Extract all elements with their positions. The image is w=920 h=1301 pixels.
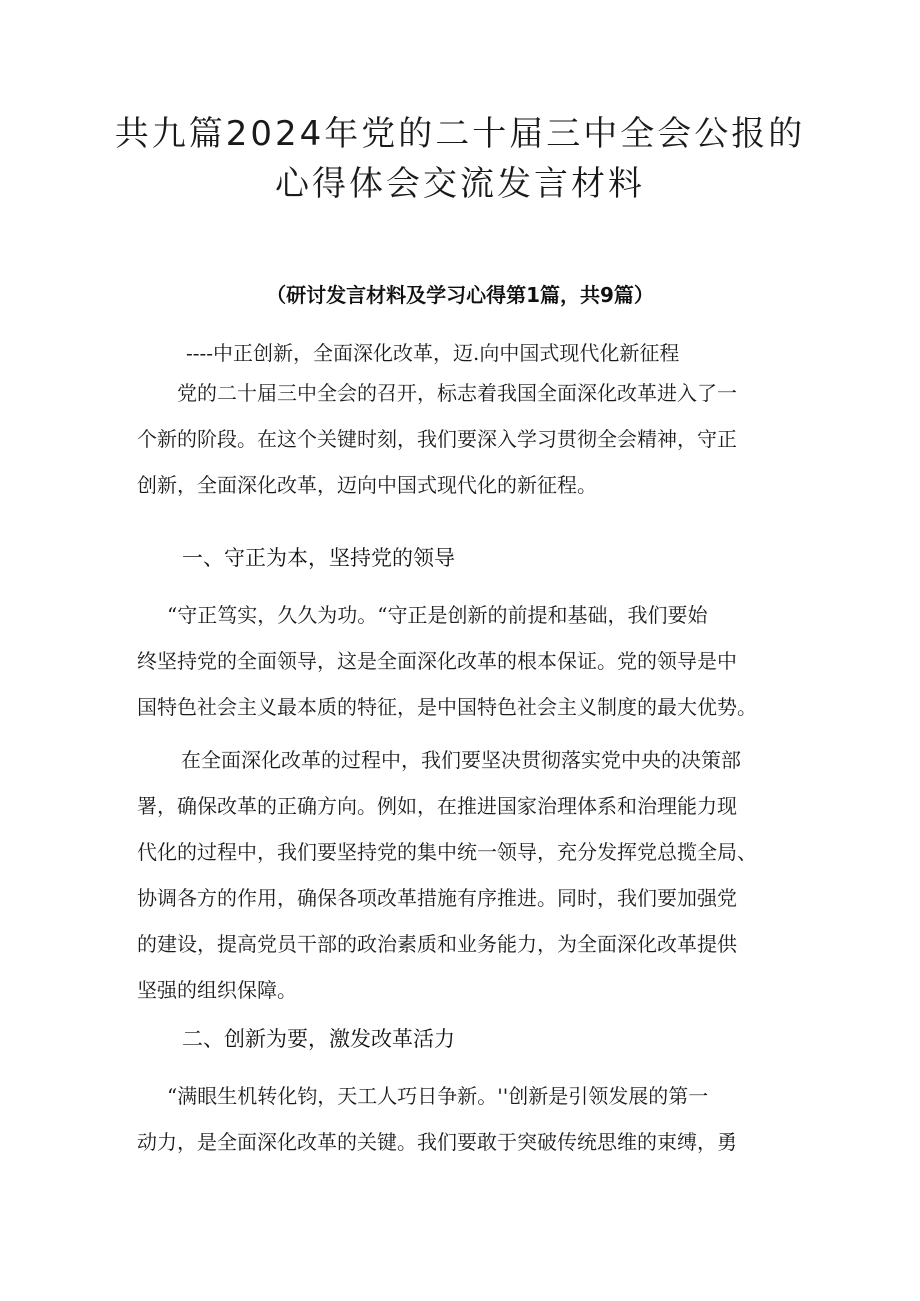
document-title-line-2: 心得体会交流发言材料	[275, 164, 645, 204]
paragraph-line: 协调各方的作用，确保各项改革措施有序推进。同时，我们要加强党	[137, 886, 737, 910]
paragraph-line: 党的二十届三中全会的召开，标志着我国全面深化改革进入了一	[157, 381, 737, 405]
section-heading-1: 一、守正为本，坚持党的领导	[182, 546, 455, 570]
paragraph-section1-quote	[137, 592, 793, 730]
document-subtitle: （研讨发言材料及学习心得第1篇，共9篇）	[266, 283, 654, 307]
paragraph-line: 终坚持党的全面领导，这是全面深化改革的根本保证。党的领导是中	[137, 649, 737, 673]
paragraph-line: 坚强的组织保障。	[137, 978, 297, 1002]
section-heading-2: 二、创新为要，激发改革活力	[182, 1027, 455, 1051]
paragraph-line: 国特色社会主义最本质的特征，是中国特色社会主义制度的最大优势。	[137, 695, 757, 719]
paragraph-section2-quote	[137, 1073, 793, 1165]
paragraph-line: “满眼生机转化钧，天工人巧日争新。''创新是引领发展的第一	[167, 1084, 709, 1108]
paragraph-intro	[137, 370, 793, 508]
paragraph-line: 代化的过程中，我们要坚持党的集中统一领导，充分发挥党总揽全局、	[137, 840, 757, 864]
paragraph-line: 个新的阶段。在这个关键时刻，我们要深入学习贯彻全会精神，守正	[137, 427, 737, 451]
paragraph-line: “守正笃实，久久为功。“守正是创新的前提和基础，我们要始	[167, 603, 708, 627]
paragraph-line: 在全面深化改革的过程中，我们要坚决贯彻落实党中央的决策部	[161, 748, 741, 772]
paragraph-line: 创新，全面深化改革，迈向中国式现代化的新征程。	[137, 473, 597, 497]
document-tagline: ----中正创新，全面深化改革，迈.向中国式现代化新征程	[186, 341, 680, 365]
paragraph-line: 的建设，提高党员干部的政治素质和业务能力，为全面深化改革提供	[137, 932, 737, 956]
paragraph-section1-body	[137, 737, 793, 1013]
paragraph-line: 署，确保改革的正确方向。例如，在推进国家治理体系和治理能力现	[137, 794, 737, 818]
paragraph-line: 动力，是全面深化改革的关键。我们要敢于突破传统思维的束缚，勇	[137, 1130, 737, 1154]
document-title-line-1: 共九篇2024年党的二十届三中全会公报的	[114, 114, 806, 154]
